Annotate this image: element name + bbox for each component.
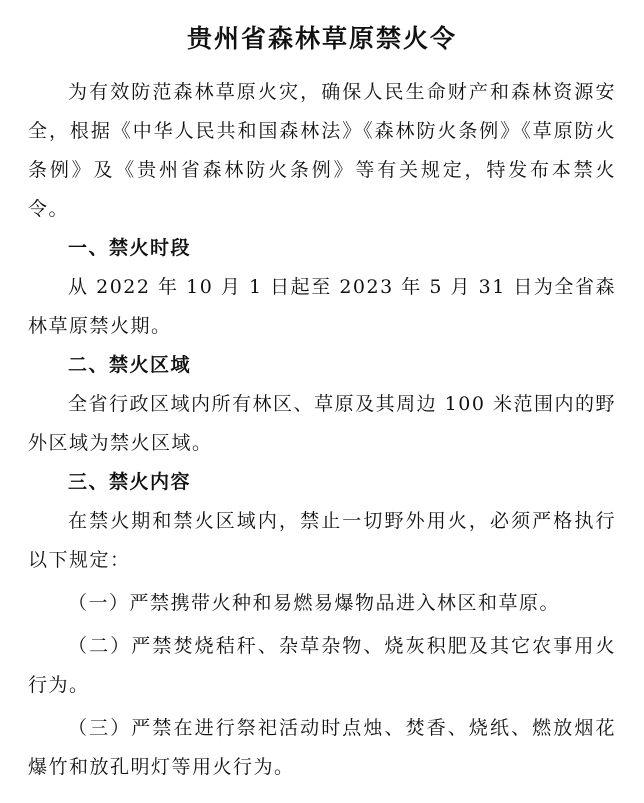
section-heading-content: 三、禁火内容 (68, 471, 192, 493)
section-heading-period: 一、禁火时段 (68, 237, 192, 259)
document-title: 贵州省森林草原禁火令 (186, 24, 457, 53)
section-heading-area: 二、禁火区域 (68, 354, 192, 376)
intro-paragraph: 为有效防范森林草原火灾，确保人民生命财产和森林资源安全，根据《中华人民共和国森林法》《森林防火条例》《草原防火条例》及《贵州省森林防火条例》等有关规定，特发布本禁火令。 (28, 81, 616, 220)
document-page (28, 0, 616, 787)
section-area-text: 全省行政区域内所有林区、草原及其周边 100 米范围内的野外区域为禁火区域。 (28, 393, 616, 454)
rule-item-3: （三）严禁在进行祭祀活动时点烛、焚香、烧纸、燃放烟花爆竹和放孔明灯等用火行为。 (28, 717, 616, 778)
rule-item-1: （一）严禁携带火种和易燃易爆物品进入林区和草原。 (68, 592, 561, 614)
rule-item-2: （二）严禁焚烧秸秆、杂草杂物、烧灰积肥及其它农事用火行为。 (28, 635, 616, 696)
section-content-intro: 在禁火期和禁火区域内，禁止一切野外用火，必须严格执行以下规定： (28, 510, 616, 571)
section-period-text: 从 2022 年 10 月 1 日起至 2023 年 5 月 31 日为全省森林草原禁火期。 (28, 276, 616, 337)
